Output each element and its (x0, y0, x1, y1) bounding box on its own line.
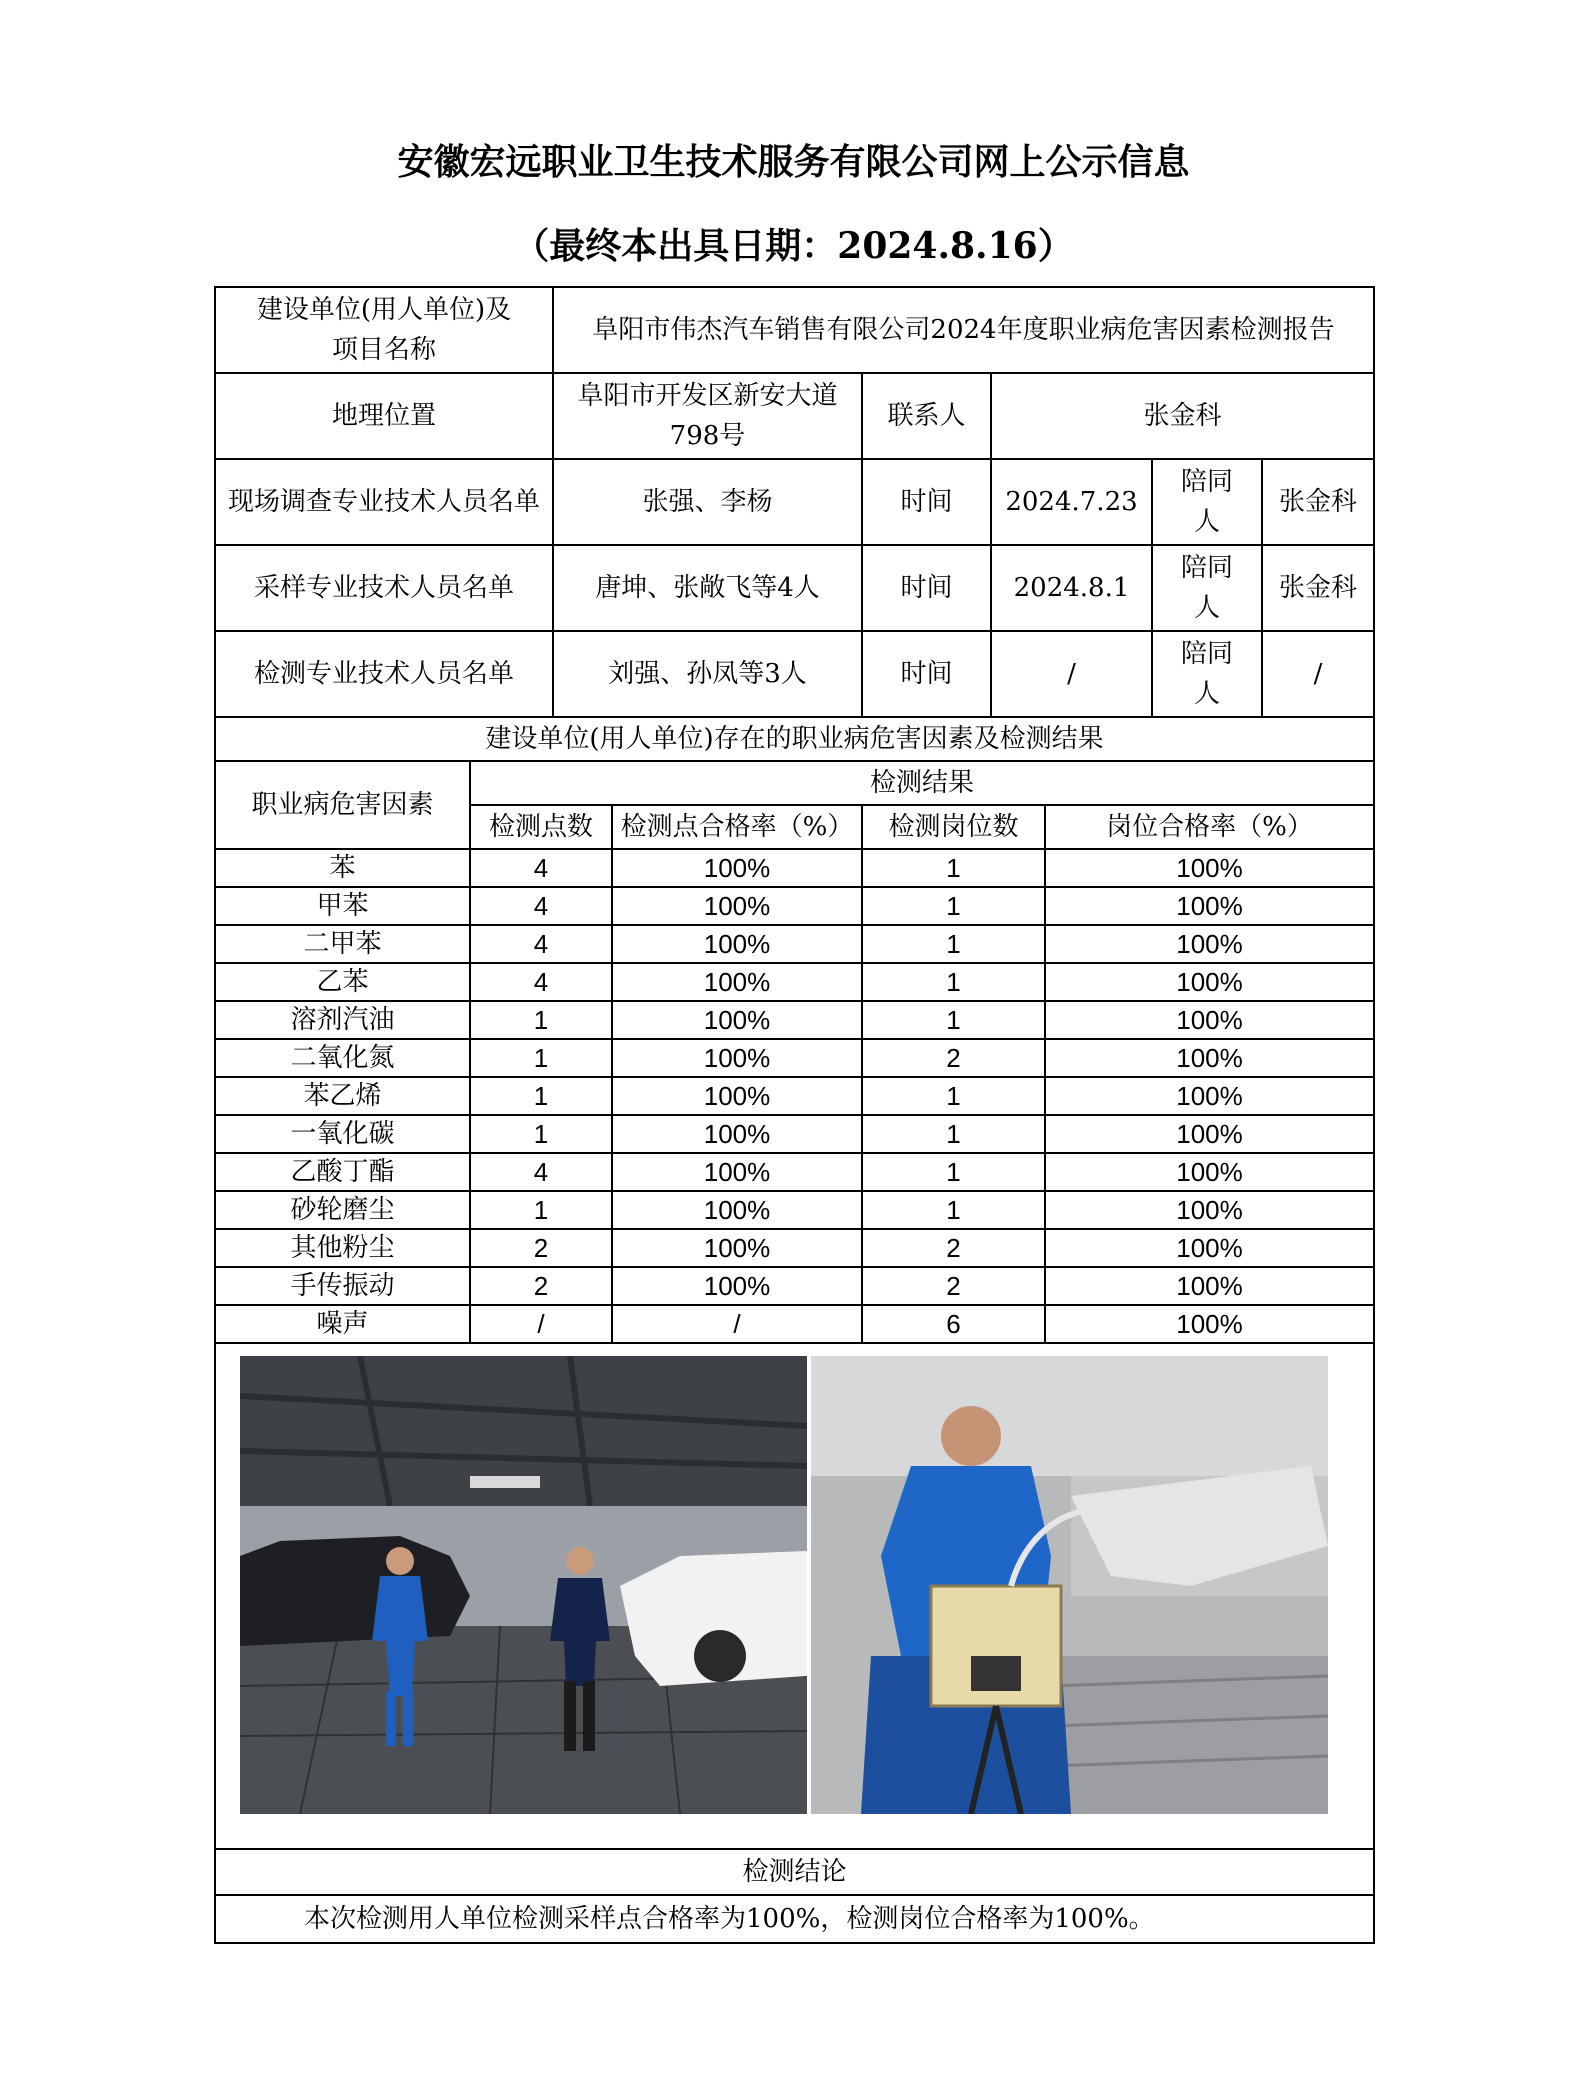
points-cell: 4 (533, 967, 549, 997)
result-header: 检测结果 (869, 768, 974, 798)
factor-cell: 乙苯 (316, 967, 369, 997)
point-rate-cell: / (733, 1309, 741, 1339)
post-rate-cell: 100% (1176, 1005, 1243, 1035)
post-rate-cell: 100% (1176, 891, 1243, 921)
col-points: 检测点数 (488, 812, 593, 842)
posts-cell: 1 (946, 1195, 961, 1225)
posts-cell: 1 (946, 929, 961, 959)
factor-cell: 其他粉尘 (290, 1233, 395, 1263)
posts-cell: 1 (946, 891, 961, 921)
points-cell: 1 (533, 1081, 549, 1111)
points-cell: 2 (533, 1271, 549, 1301)
col-point-rate: 检测点合格率（%） (620, 812, 854, 842)
testing-label: 检测专业技术人员名单 (253, 659, 514, 689)
site-photo-staff (240, 1356, 807, 1814)
posts-cell: 6 (946, 1309, 961, 1339)
posts-cell: 1 (946, 1081, 961, 1111)
col-posts: 检测岗位数 (888, 812, 1019, 842)
post-rate-cell: 100% (1176, 1309, 1243, 1339)
conclusion-title: 检测结论 (742, 1857, 847, 1887)
factor-cell: 二甲苯 (303, 929, 382, 959)
point-rate-cell: 100% (703, 1081, 771, 1111)
factor-cell: 甲苯 (316, 891, 369, 921)
survey-label: 现场调查专业技术人员名单 (228, 487, 541, 517)
factor-cell: 噪声 (316, 1309, 369, 1339)
testing-time: / (1067, 659, 1076, 689)
sampling-names: 唐坤、张敞飞等4人 (595, 573, 820, 603)
point-rate-cell: 100% (703, 1119, 771, 1149)
point-rate-cell: 100% (703, 1043, 771, 1073)
point-rate-cell: 100% (703, 1195, 771, 1225)
point-rate-cell: 100% (703, 967, 771, 997)
factor-cell: 一氧化碳 (290, 1119, 395, 1149)
posts-cell: 1 (946, 1005, 961, 1035)
sampling-time-label: 时间 (900, 573, 953, 603)
conclusion-text: 本次检测用人单位检测采样点合格率为100%，检测岗位合格率为100%。 (304, 1904, 1155, 1934)
posts-cell: 1 (946, 1157, 961, 1187)
post-rate-cell: 100% (1176, 1081, 1243, 1111)
point-rate-cell: 100% (703, 929, 771, 959)
testing-accompany-label: 陪同人 (1180, 639, 1233, 709)
survey-accompany-label: 陪同人 (1180, 467, 1233, 537)
factor-header: 职业病危害因素 (251, 790, 434, 820)
points-cell: 2 (533, 1233, 549, 1263)
points-cell: 1 (533, 1119, 549, 1149)
location-label: 地理位置 (331, 401, 436, 431)
unit-value: 阜阳市伟杰汽车销售有限公司2024年度职业病危害因素检测报告 (592, 315, 1335, 345)
page-title: 安徽宏远职业卫生技术服务有限公司网上公示信息 (397, 141, 1190, 183)
points-cell: 4 (533, 853, 549, 883)
point-rate-cell: 100% (703, 891, 771, 921)
sampling-time: 2024.8.1 (1013, 573, 1130, 603)
results-section-title: 建设单位(用人单位)存在的职业病危害因素及检测结果 (485, 724, 1104, 754)
survey-accompany: 张金科 (1278, 487, 1357, 517)
survey-time: 2024.7.23 (1005, 487, 1138, 517)
post-rate-cell: 100% (1176, 1233, 1243, 1263)
posts-cell: 2 (946, 1233, 961, 1263)
point-rate-cell: 100% (703, 1271, 771, 1301)
post-rate-cell: 100% (1176, 1195, 1243, 1225)
point-rate-cell: 100% (703, 1005, 771, 1035)
survey-names: 张强、李杨 (642, 487, 773, 517)
points-cell: 1 (533, 1005, 549, 1035)
col-post-rate: 岗位合格率（%） (1106, 812, 1313, 842)
sampling-label: 采样专业技术人员名单 (253, 573, 514, 603)
unit-label: 建设单位(用人单位)及项目名称 (256, 295, 512, 365)
point-rate-cell: 100% (703, 853, 771, 883)
contact-value: 张金科 (1143, 401, 1222, 431)
testing-time-label: 时间 (900, 659, 953, 689)
posts-cell: 2 (946, 1043, 961, 1073)
post-rate-cell: 100% (1176, 929, 1243, 959)
survey-time-label: 时间 (900, 487, 953, 517)
points-cell: / (537, 1309, 545, 1339)
post-rate-cell: 100% (1176, 1271, 1243, 1301)
points-cell: 4 (533, 891, 549, 921)
contact-label: 联系人 (887, 401, 966, 431)
factor-cell: 砂轮磨尘 (290, 1195, 395, 1225)
location-value: 阜阳市开发区新安大道798号 (577, 381, 838, 451)
post-rate-cell: 100% (1176, 853, 1243, 883)
posts-cell: 1 (946, 1119, 961, 1149)
points-cell: 4 (533, 1157, 549, 1187)
post-rate-cell: 100% (1176, 1157, 1243, 1187)
point-rate-cell: 100% (703, 1233, 771, 1263)
testing-names: 刘强、孙凤等3人 (608, 659, 807, 689)
factor-cell: 苯 (329, 853, 356, 883)
testing-accompany: / (1313, 659, 1323, 689)
points-cell: 1 (533, 1195, 549, 1225)
posts-cell: 1 (946, 967, 961, 997)
points-cell: 4 (533, 929, 549, 959)
report-table (214, 286, 1375, 1944)
factor-cell: 溶剂汽油 (290, 1005, 395, 1035)
post-rate-cell: 100% (1176, 967, 1243, 997)
posts-cell: 2 (946, 1271, 961, 1301)
post-rate-cell: 100% (1176, 1119, 1243, 1149)
point-rate-cell: 100% (703, 1157, 771, 1187)
site-photo-sampling (811, 1356, 1328, 1814)
factor-cell: 手传振动 (290, 1271, 395, 1301)
posts-cell: 1 (946, 853, 961, 883)
post-rate-cell: 100% (1176, 1043, 1243, 1073)
issue-date: （最终本出具日期：2024.8.16） (513, 225, 1074, 267)
sampling-accompany: 张金科 (1278, 573, 1357, 603)
factor-cell: 苯乙烯 (303, 1081, 382, 1111)
points-cell: 1 (533, 1043, 549, 1073)
factor-cell: 二氧化氮 (290, 1043, 395, 1073)
factor-cell: 乙酸丁酯 (290, 1157, 395, 1187)
sampling-accompany-label: 陪同人 (1180, 553, 1233, 623)
